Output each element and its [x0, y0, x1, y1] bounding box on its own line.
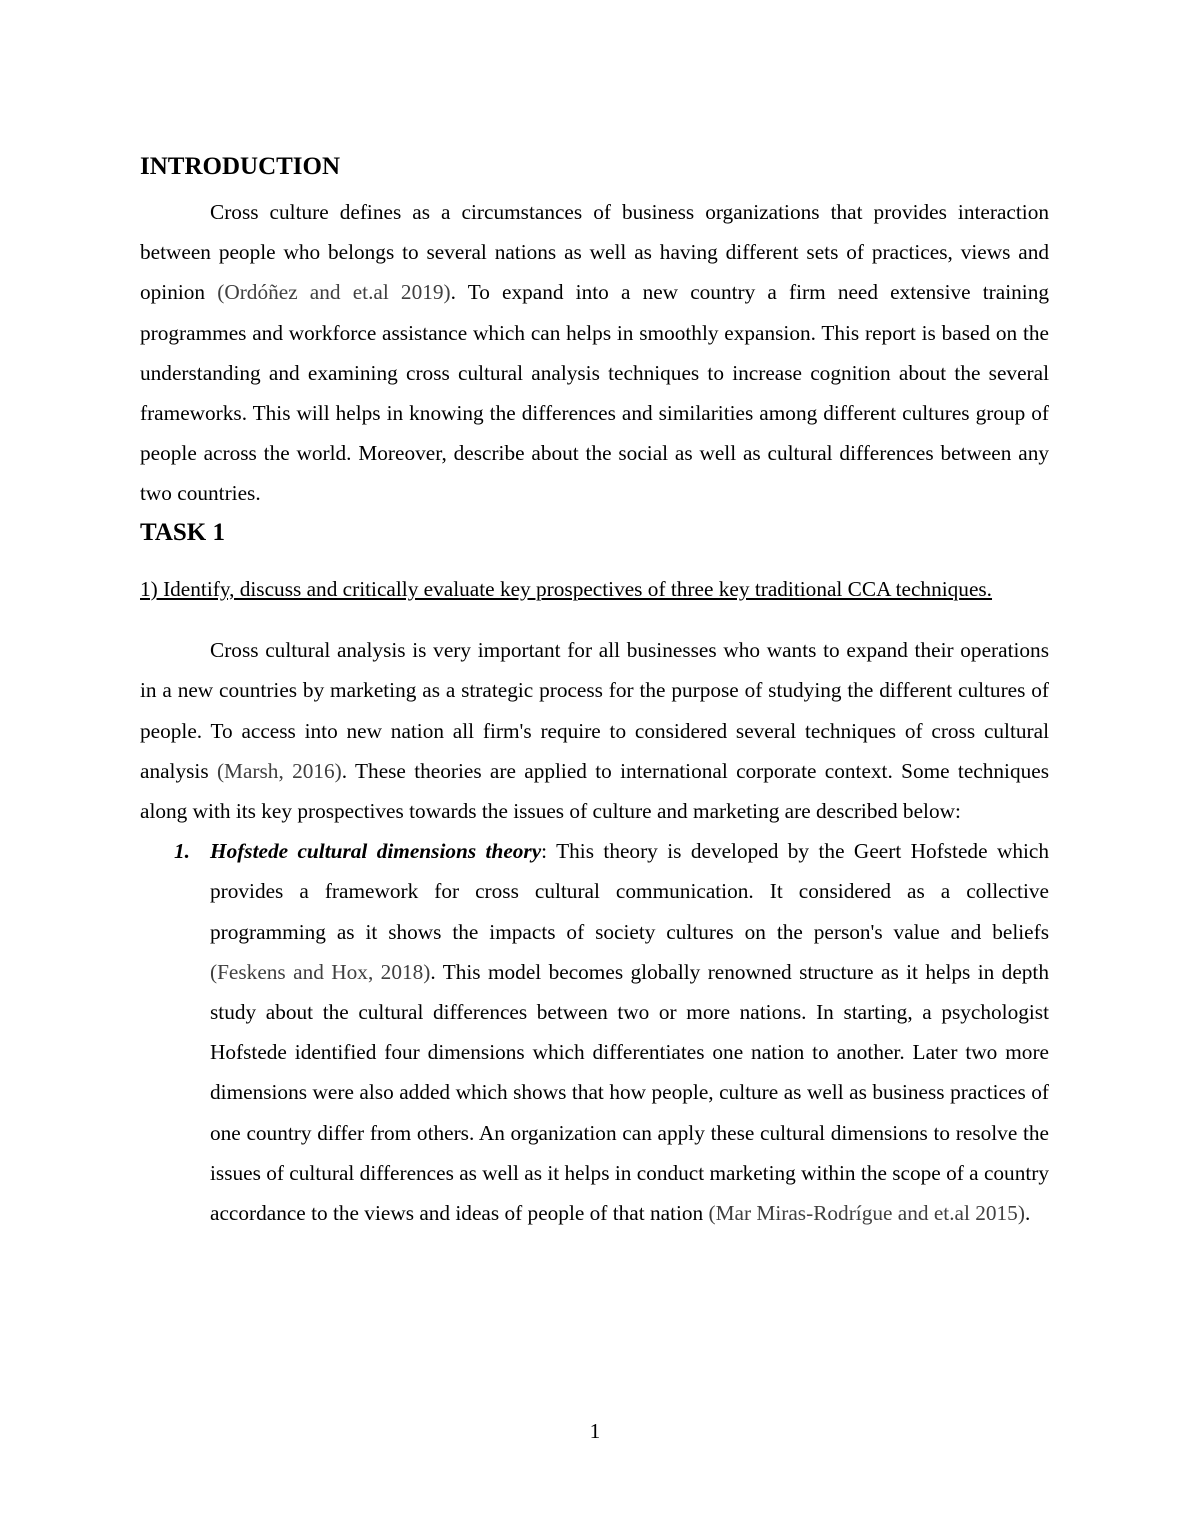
task-1-heading: TASK 1 — [140, 518, 225, 546]
page-number: 1 — [589, 1419, 601, 1443]
citation-marsh: (Marsh, 2016) — [216, 758, 342, 783]
intro-text-2: . To expand into a new country a firm need extensive training programmes and workforce assistance which can helps in smoothly expansion. This report is based on the understanding and examining cross cultural analysis techniques to increase cognition about the several frameworks. This will helps in knowing the differences and similarities among different cultures group of people across the world. Moreover, describe about the social as well as cultural differences between any two countries. — [140, 280, 1049, 506]
cca-paragraph — [140, 630, 1049, 831]
introduction-paragraph — [140, 192, 1049, 514]
task-question: 1) Identify, discuss and critically evaluate key prospectives of three key traditional CCA techniques. — [140, 576, 993, 601]
citation-ordonez: (Ordóñez and et.al 2019) — [217, 280, 451, 305]
hofstede-text-3: . — [1024, 1200, 1031, 1225]
term-hofstede: Hofstede cultural dimensions theory — [210, 839, 542, 864]
introduction-heading: INTRODUCTION — [140, 153, 341, 180]
cca-text-1: Cross cultural analysis is very important for all businesses who wants to expand their operations in a new countries by marketing as a strategic process for the purpose of studying the different cultures of people. To access into new nation all firm's require to considered several techniques of cross cultural analysis — [140, 638, 1049, 783]
intro-text-1: Cross culture defines as a circumstances of business organizations that provides interaction between people who belongs to several nations as well as having different sets of practices, views and opinion — [140, 200, 1049, 305]
citation-miras: (Mar Miras-Rodrígue and et.al 2015) — [708, 1200, 1025, 1225]
cca-text-2: . These theories are applied to international corporate context. Some techniques along with its key prospectives towards the issues of culture and marketing are described below: — [140, 758, 1050, 823]
page-content — [140, 148, 1049, 1233]
list-item-hofstede — [140, 831, 1049, 1233]
citation-feskens: (Feskens and Hox, 2018) — [210, 959, 431, 984]
hofstede-text-2: . This model becomes globally renowned structure as it helps in depth study about the cultural differences between two or more nations. In starting, a psychologist Hofstede identified four dimensions which differentiates one nation to another. Later two more dimensions were also added which shows that how people, culture as well as business practices of one country differ from others. An organization can apply these cultural dimensions to resolve the issues of cultural differences as well as it helps in conduct marketing within the scope of a country accordance to the views and ideas of people of that nation — [210, 959, 1049, 1225]
hofstede-text-1: : This theory is developed by the Geert Hofstede which provides a framework for cross cultural communication. It considered as a collective programming as it shows the impacts of society cultures on the person's value and beliefs — [210, 839, 1049, 944]
list-item-number: 1. — [174, 839, 190, 864]
